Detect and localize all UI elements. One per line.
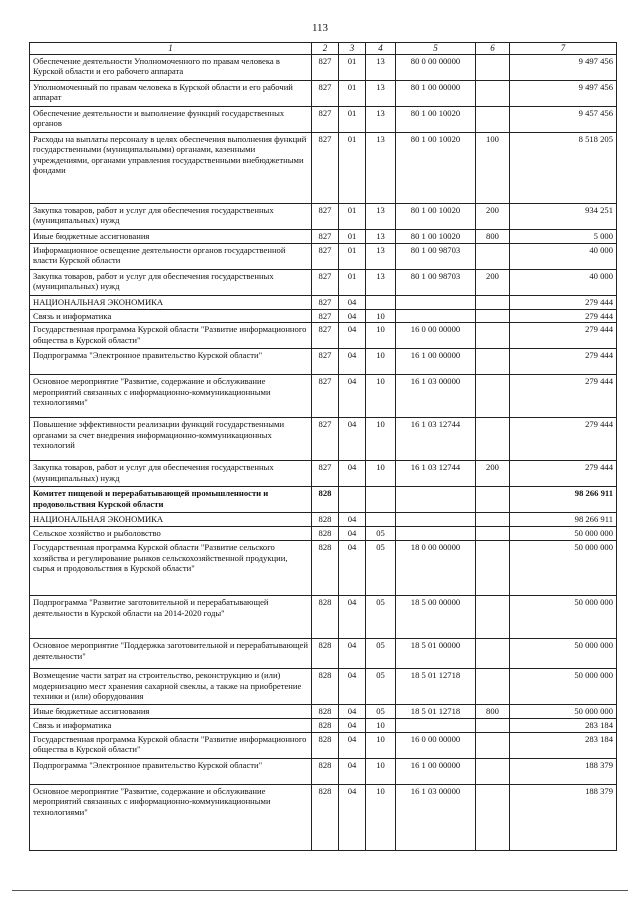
target-article-cell [396, 310, 476, 323]
subsection-code-cell: 13 [366, 133, 396, 204]
amount-cell: 283 184 [510, 719, 617, 732]
grbs-code-cell: 827 [312, 230, 339, 244]
section-code-cell: 04 [339, 375, 366, 418]
expense-type-cell [476, 323, 510, 349]
grbs-code-cell: 828 [312, 732, 339, 758]
row-name-cell: Государственная программа Курской области "Развитие информационного общества в Курской области" [30, 732, 312, 758]
subsection-code-cell: 05 [366, 596, 396, 639]
subsection-code-cell: 10 [366, 418, 396, 461]
expense-type-cell [476, 527, 510, 541]
amount-cell: 188 379 [510, 758, 617, 784]
table-body [30, 55, 617, 851]
section-code-cell: 04 [339, 758, 366, 784]
grbs-code-cell: 827 [312, 349, 339, 375]
amount-cell: 50 000 000 [510, 639, 617, 669]
expense-type-cell [476, 55, 510, 81]
section-code-cell: 04 [339, 732, 366, 758]
amount-cell: 40 000 [510, 244, 617, 270]
amount-cell: 279 444 [510, 310, 617, 323]
subsection-code-cell: 13 [366, 270, 396, 296]
amount-cell: 279 444 [510, 418, 617, 461]
row-name-cell: Закупка товаров, работ и услуг для обеспечения государственных (муниципальных) нужд [30, 204, 312, 230]
budget-table [29, 42, 617, 851]
row-name-cell: Связь и информатика [30, 310, 312, 323]
subsection-code-cell: 13 [366, 55, 396, 81]
table-row [30, 732, 617, 758]
expense-type-cell [476, 784, 510, 850]
header-cell: 7 [510, 43, 617, 55]
grbs-code-cell: 828 [312, 669, 339, 705]
row-name-cell: Подпрограмма "Электронное правительство Курской области" [30, 758, 312, 784]
target-article-cell: 18 5 01 12718 [396, 669, 476, 705]
subsection-code-cell: 10 [366, 732, 396, 758]
table-row [30, 705, 617, 719]
amount-cell: 188 379 [510, 784, 617, 850]
section-code-cell: 04 [339, 541, 366, 596]
amount-cell: 40 000 [510, 270, 617, 296]
grbs-code-cell: 827 [312, 81, 339, 107]
row-name-cell: Подпрограмма "Развитие заготовительной и перерабатывающей деятельности в Курской области на 2014-2020 годы" [30, 596, 312, 639]
subsection-code-cell: 10 [366, 323, 396, 349]
target-article-cell: 80 1 00 00000 [396, 81, 476, 107]
grbs-code-cell: 828 [312, 705, 339, 719]
grbs-code-cell: 827 [312, 107, 339, 133]
expense-type-cell [476, 244, 510, 270]
amount-cell: 934 251 [510, 204, 617, 230]
row-name-cell: Основное мероприятие "Развитие, содержание и обслуживание мероприятий связанных с информационно-коммуникационными технологиями" [30, 784, 312, 850]
grbs-code-cell: 828 [312, 596, 339, 639]
header-cell: 4 [366, 43, 396, 55]
section-code-cell: 01 [339, 270, 366, 296]
table-row [30, 418, 617, 461]
table-row [30, 230, 617, 244]
grbs-code-cell: 828 [312, 639, 339, 669]
subsection-code-cell: 05 [366, 705, 396, 719]
section-code-cell: 04 [339, 323, 366, 349]
target-article-cell: 80 1 00 10020 [396, 133, 476, 204]
row-name-cell: Государственная программа Курской области "Развитие информационного общества в Курской области" [30, 323, 312, 349]
table-row [30, 487, 617, 513]
grbs-code-cell: 827 [312, 133, 339, 204]
subsection-code-cell: 10 [366, 784, 396, 850]
expense-type-cell: 200 [476, 270, 510, 296]
target-article-cell: 80 1 00 10020 [396, 107, 476, 133]
amount-cell: 9 457 456 [510, 107, 617, 133]
header-cell: 1 [30, 43, 312, 55]
row-name-cell: Иные бюджетные ассигнования [30, 705, 312, 719]
grbs-code-cell: 827 [312, 296, 339, 310]
subsection-code-cell: 05 [366, 669, 396, 705]
expense-type-cell [476, 375, 510, 418]
section-code-cell: 04 [339, 527, 366, 541]
expense-type-cell [476, 107, 510, 133]
table-row [30, 244, 617, 270]
section-code-cell: 04 [339, 296, 366, 310]
target-article-cell: 18 5 00 00000 [396, 596, 476, 639]
section-code-cell: 04 [339, 669, 366, 705]
target-article-cell: 18 0 00 00000 [396, 541, 476, 596]
page-bottom-rule [12, 890, 628, 891]
amount-cell: 98 266 911 [510, 487, 617, 513]
table-row [30, 204, 617, 230]
header-cell: 6 [476, 43, 510, 55]
row-name-cell: Возмещение части затрат на строительство, реконструкцию и (или) модернизацию мест хранения сахарной свеклы, а также на приобретение техники и (или) оборудования [30, 669, 312, 705]
subsection-code-cell: 10 [366, 758, 396, 784]
expense-type-cell [476, 487, 510, 513]
amount-cell: 50 000 000 [510, 527, 617, 541]
section-code-cell: 04 [339, 310, 366, 323]
table-row [30, 461, 617, 487]
section-code-cell: 04 [339, 719, 366, 732]
expense-type-cell: 800 [476, 230, 510, 244]
header-row [30, 43, 617, 55]
table-row [30, 596, 617, 639]
target-article-cell [396, 296, 476, 310]
header-cell: 3 [339, 43, 366, 55]
grbs-code-cell: 828 [312, 719, 339, 732]
expense-type-cell [476, 758, 510, 784]
amount-cell: 50 000 000 [510, 541, 617, 596]
grbs-code-cell: 827 [312, 461, 339, 487]
row-name-cell: Подпрограмма "Электронное правительство Курской области" [30, 349, 312, 375]
table-row [30, 669, 617, 705]
amount-cell: 279 444 [510, 323, 617, 349]
row-name-cell: Основное мероприятие "Поддержка заготовительной и перерабатывающей деятельности" [30, 639, 312, 669]
amount-cell: 98 266 911 [510, 513, 617, 527]
section-code-cell: 01 [339, 133, 366, 204]
subsection-code-cell: 10 [366, 461, 396, 487]
section-code-cell: 01 [339, 230, 366, 244]
amount-cell: 279 444 [510, 375, 617, 418]
target-article-cell [396, 513, 476, 527]
target-article-cell [396, 527, 476, 541]
grbs-code-cell: 828 [312, 527, 339, 541]
row-name-cell: Сельское хозяйство и рыболовство [30, 527, 312, 541]
table-row [30, 758, 617, 784]
grbs-code-cell: 828 [312, 487, 339, 513]
target-article-cell: 16 0 00 00000 [396, 323, 476, 349]
target-article-cell: 80 1 00 98703 [396, 244, 476, 270]
subsection-code-cell: 10 [366, 375, 396, 418]
target-article-cell: 16 1 00 00000 [396, 349, 476, 375]
target-article-cell: 80 1 00 10020 [396, 204, 476, 230]
table-row [30, 133, 617, 204]
table-row [30, 310, 617, 323]
subsection-code-cell [366, 513, 396, 527]
target-article-cell: 16 1 00 00000 [396, 758, 476, 784]
amount-cell: 283 184 [510, 732, 617, 758]
table-row [30, 55, 617, 81]
grbs-code-cell: 828 [312, 758, 339, 784]
subsection-code-cell: 10 [366, 719, 396, 732]
subsection-code-cell [366, 487, 396, 513]
expense-type-cell: 200 [476, 461, 510, 487]
grbs-code-cell: 827 [312, 270, 339, 296]
expense-type-cell: 800 [476, 705, 510, 719]
target-article-cell: 80 1 00 10020 [396, 230, 476, 244]
grbs-code-cell: 827 [312, 375, 339, 418]
target-article-cell: 16 1 03 00000 [396, 784, 476, 850]
grbs-code-cell: 827 [312, 418, 339, 461]
row-name-cell: НАЦИОНАЛЬНАЯ ЭКОНОМИКА [30, 513, 312, 527]
header-cell: 2 [312, 43, 339, 55]
expense-type-cell [476, 81, 510, 107]
section-code-cell: 04 [339, 349, 366, 375]
section-code-cell: 04 [339, 596, 366, 639]
section-code-cell: 01 [339, 55, 366, 81]
expense-type-cell [476, 513, 510, 527]
row-name-cell: Информационное освещение деятельности органов государственной власти Курской области [30, 244, 312, 270]
table-row [30, 349, 617, 375]
amount-cell: 9 497 456 [510, 55, 617, 81]
table-row [30, 375, 617, 418]
table-row [30, 270, 617, 296]
expense-type-cell [476, 719, 510, 732]
expense-type-cell [476, 596, 510, 639]
row-name-cell: Закупка товаров, работ и услуг для обеспечения государственных (муниципальных) нужд [30, 461, 312, 487]
expense-type-cell: 100 [476, 133, 510, 204]
row-name-cell: Повышение эффективности реализации функций государственными органами за счет внедрения информационно-коммуникационных технологий [30, 418, 312, 461]
expense-type-cell [476, 669, 510, 705]
subsection-code-cell: 05 [366, 527, 396, 541]
target-article-cell [396, 719, 476, 732]
section-code-cell [339, 487, 366, 513]
subsection-code-cell [366, 296, 396, 310]
expense-type-cell [476, 541, 510, 596]
row-name-cell: Обеспечение деятельности и выполнение функций государственных органов [30, 107, 312, 133]
target-article-cell: 80 0 00 00000 [396, 55, 476, 81]
section-code-cell: 01 [339, 244, 366, 270]
target-article-cell: 18 5 01 12718 [396, 705, 476, 719]
subsection-code-cell: 05 [366, 541, 396, 596]
section-code-cell: 01 [339, 107, 366, 133]
row-name-cell: Обеспечение деятельности Уполномоченного по правам человека в Курской области и его рабочего аппарата [30, 55, 312, 81]
subsection-code-cell: 13 [366, 230, 396, 244]
grbs-code-cell: 828 [312, 513, 339, 527]
amount-cell: 8 518 205 [510, 133, 617, 204]
grbs-code-cell: 827 [312, 323, 339, 349]
section-code-cell: 04 [339, 784, 366, 850]
target-article-cell: 16 0 00 00000 [396, 732, 476, 758]
grbs-code-cell: 827 [312, 55, 339, 81]
page-number: 113 [311, 22, 329, 34]
amount-cell: 279 444 [510, 461, 617, 487]
amount-cell: 279 444 [510, 349, 617, 375]
table-row [30, 527, 617, 541]
table-row [30, 719, 617, 732]
section-code-cell: 01 [339, 81, 366, 107]
target-article-cell [396, 487, 476, 513]
table-row [30, 513, 617, 527]
amount-cell: 50 000 000 [510, 705, 617, 719]
section-code-cell: 01 [339, 204, 366, 230]
table-row [30, 784, 617, 850]
row-name-cell: Иные бюджетные ассигнования [30, 230, 312, 244]
section-code-cell: 04 [339, 513, 366, 527]
section-code-cell: 04 [339, 418, 366, 461]
section-code-cell: 04 [339, 705, 366, 719]
table-row [30, 81, 617, 107]
header-cell: 5 [396, 43, 476, 55]
row-name-cell: Закупка товаров, работ и услуг для обеспечения государственных (муниципальных) нужд [30, 270, 312, 296]
expense-type-cell [476, 639, 510, 669]
amount-cell: 279 444 [510, 296, 617, 310]
amount-cell: 9 497 456 [510, 81, 617, 107]
grbs-code-cell: 827 [312, 244, 339, 270]
target-article-cell: 80 1 00 98703 [396, 270, 476, 296]
grbs-code-cell: 828 [312, 784, 339, 850]
section-code-cell: 04 [339, 461, 366, 487]
row-name-cell: Основное мероприятие "Развитие, содержание и обслуживание мероприятий связанных с информационно-коммуникационными технологиями" [30, 375, 312, 418]
expense-type-cell [476, 296, 510, 310]
grbs-code-cell: 828 [312, 541, 339, 596]
row-name-cell: Расходы на выплаты персоналу в целях обеспечения выполнения функций государственными (муниципальными) органами, казенными учреждениями, органами управления государственными внебюджетными фондами [30, 133, 312, 204]
subsection-code-cell: 05 [366, 639, 396, 669]
table-row [30, 296, 617, 310]
table-row [30, 541, 617, 596]
expense-type-cell [476, 349, 510, 375]
amount-cell: 5 000 [510, 230, 617, 244]
amount-cell: 50 000 000 [510, 669, 617, 705]
row-name-cell: Комитет пищевой и перерабатывающей промышленности и продовольствия Курской области [30, 487, 312, 513]
target-article-cell: 16 1 03 00000 [396, 375, 476, 418]
subsection-code-cell: 13 [366, 244, 396, 270]
grbs-code-cell: 827 [312, 204, 339, 230]
subsection-code-cell: 10 [366, 349, 396, 375]
subsection-code-cell: 13 [366, 107, 396, 133]
row-name-cell: Связь и информатика [30, 719, 312, 732]
target-article-cell: 16 1 03 12744 [396, 418, 476, 461]
section-code-cell: 04 [339, 639, 366, 669]
expense-type-cell [476, 732, 510, 758]
amount-cell: 50 000 000 [510, 596, 617, 639]
subsection-code-cell: 13 [366, 204, 396, 230]
subsection-code-cell: 10 [366, 310, 396, 323]
target-article-cell: 18 5 01 00000 [396, 639, 476, 669]
table-row [30, 639, 617, 669]
subsection-code-cell: 13 [366, 81, 396, 107]
row-name-cell: Государственная программа Курской области "Развитие сельского хозяйства и регулирование рынков сельскохозяйственной продукции, сырья и продовольствия в Курской области" [30, 541, 312, 596]
grbs-code-cell: 827 [312, 310, 339, 323]
expense-type-cell [476, 418, 510, 461]
row-name-cell: НАЦИОНАЛЬНАЯ ЭКОНОМИКА [30, 296, 312, 310]
row-name-cell: Уполномоченный по правам человека в Курской области и его рабочий аппарат [30, 81, 312, 107]
expense-type-cell [476, 310, 510, 323]
expense-type-cell: 200 [476, 204, 510, 230]
target-article-cell: 16 1 03 12744 [396, 461, 476, 487]
table-row [30, 107, 617, 133]
table-row [30, 323, 617, 349]
